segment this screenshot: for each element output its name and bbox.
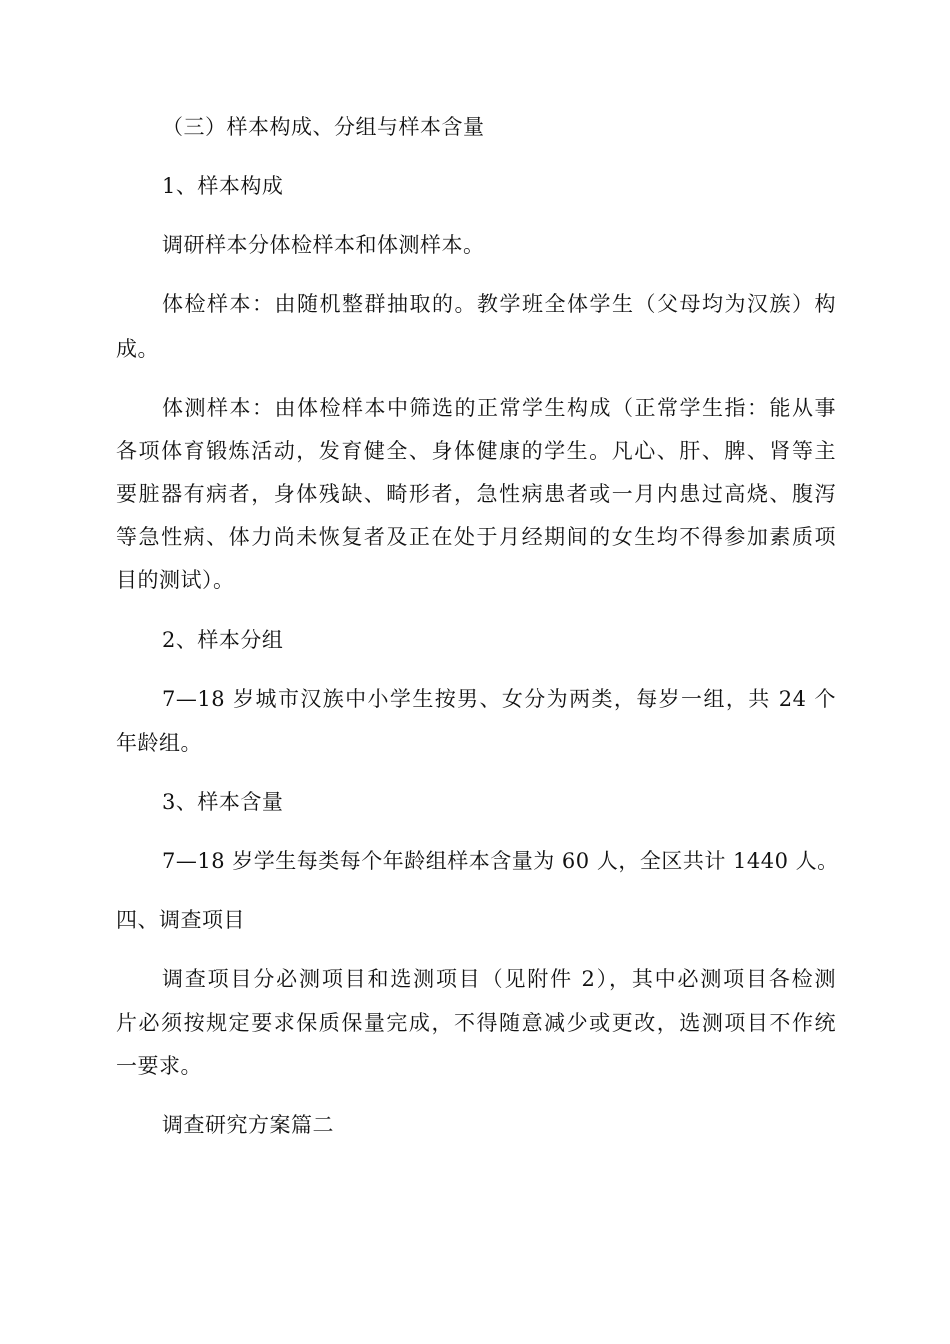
paragraph-survey-items-line-1: 调查项目分必测项目和选测项目（见附件 2），其中必测项目各检测	[162, 967, 836, 991]
paragraph-test-sample-line-1: 体测样本：由体检样本中筛选的正常学生构成（正常学生指：能从事	[162, 396, 836, 420]
paragraph-exam-sample-line-1: 体检样本：由随机整群抽取的。教学班全体学生（父母均为汉族）构	[162, 292, 836, 316]
section-heading-survey-items: 四、调查项目	[116, 908, 245, 932]
paragraph-grouping-line-2: 年龄组。	[116, 731, 202, 755]
paragraph-survey-items-line-3: 一要求。	[116, 1054, 202, 1078]
paragraph-survey-items-line-2: 片必须按规定要求保质保量完成，不得随意减少或更改，选测项目不作统	[116, 1011, 836, 1035]
paragraph-test-sample-line-3: 要脏器有病者，身体残缺、畸形者，急性病患者或一月内患过高烧、腹泻	[116, 482, 836, 506]
paragraph-sample-size: 7—18 岁学生每类每个年龄组样本含量为 60 人，全区共计 1440 人。	[162, 849, 839, 873]
paragraph-test-sample-line-5: 目的测试）。	[116, 568, 235, 592]
subheading-sample-composition: 1、样本构成	[162, 174, 284, 198]
paragraph-sample-types: 调研样本分体检样本和体测样本。	[162, 233, 485, 257]
section-heading-plan-part-two: 调查研究方案篇二	[162, 1113, 334, 1137]
subheading-sample-size: 3、样本含量	[162, 790, 284, 814]
section-heading-sample-composition: （三）样本构成、分组与样本含量	[162, 115, 485, 139]
paragraph-grouping-line-1: 7—18 岁城市汉族中小学生按男、女分为两类，每岁一组，共 24 个	[162, 687, 836, 711]
paragraph-test-sample-line-2: 各项体育锻炼活动，发育健全、身体健康的学生。凡心、肝、脾、肾等主	[116, 439, 836, 463]
paragraph-test-sample-line-4: 等急性病、体力尚未恢复者及正在处于月经期间的女生均不得参加素质项	[116, 525, 836, 549]
paragraph-exam-sample-line-2: 成。	[116, 337, 159, 361]
subheading-sample-grouping: 2、样本分组	[162, 628, 284, 652]
